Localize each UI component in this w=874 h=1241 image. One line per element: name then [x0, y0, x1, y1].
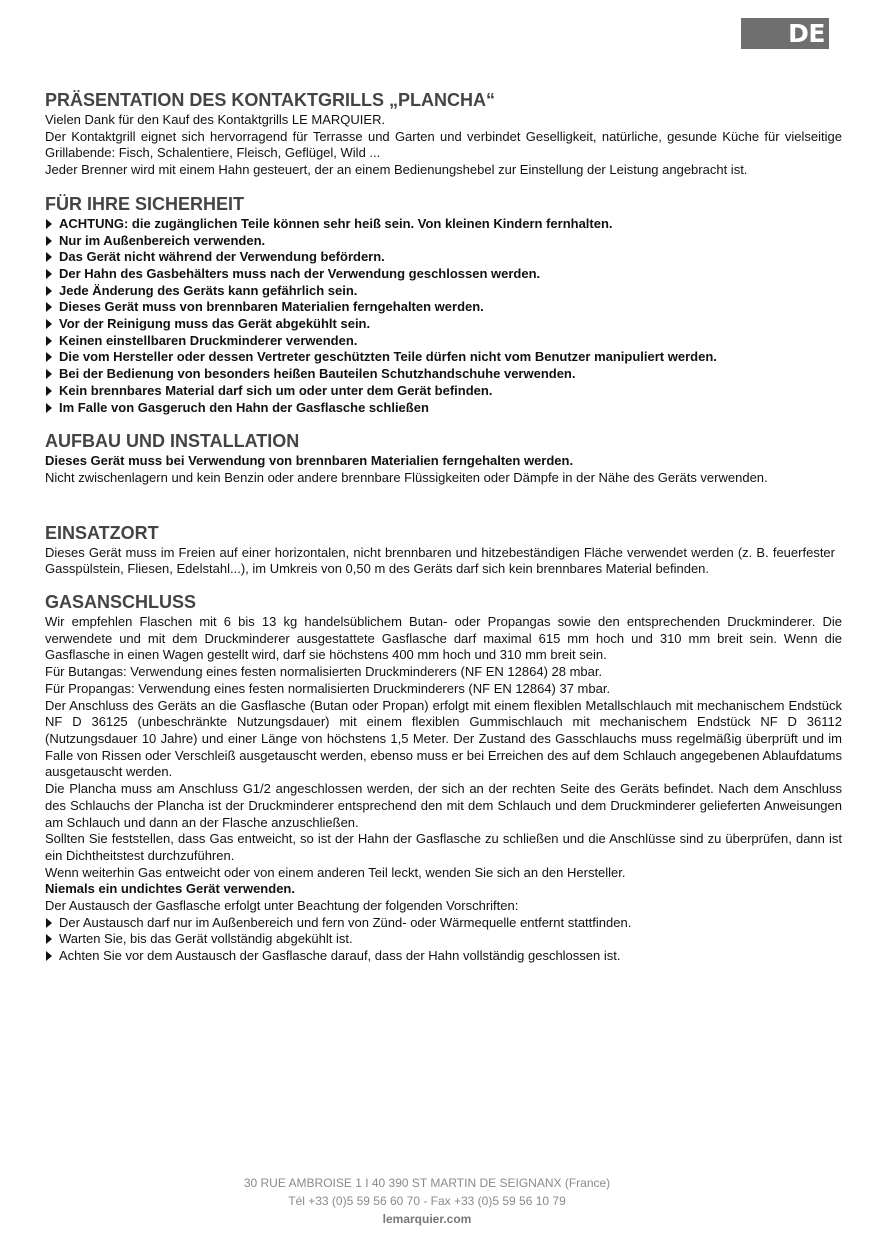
list-item: Die vom Hersteller oder dessen Vertreter geschützten Teile dürfen nicht vom Benutzer manipuliert werden.: [45, 349, 842, 366]
list-item: Warten Sie, bis das Gerät vollständig abgekühlt ist.: [45, 931, 842, 948]
safety-list: [45, 216, 842, 416]
list-item: Vor der Reinigung muss das Gerät abgekühlt sein.: [45, 316, 842, 333]
section-title: GASANSCHLUSS: [45, 592, 197, 613]
paragraph: Für Butangas: Verwendung eines festen normalisierten Druckminderers (NF EN 12864) 28 mbar.: [45, 664, 603, 680]
paragraph: Wir empfehlen Flaschen mit 6 bis 13 kg handelsüblichem Butan- oder Propangas sowie den entsprechenden Druckminderer. Die verwendete und mit dem Druckminderer ausgestattete Gasflasche darf maximal 615 mm hoch und 310 mm breit sein. Wenn die Gasflasche in einen Wagen gestellt wird, darf sie höchstens 400 mm hoch und 310 mm breit sein.: [45, 614, 842, 663]
list-item: Dieses Gerät muss von brennbaren Materialien ferngehalten werden.: [45, 299, 842, 316]
section-safety: [45, 192, 842, 416]
list-item: Nur im Außenbereich verwenden.: [45, 233, 842, 250]
paragraph: Nicht zwischenlagern und kein Benzin oder andere brennbare Flüssigkeiten oder Dämpfe in der Nähe des Geräts verwenden.: [45, 469, 768, 485]
paragraph: Der Kontaktgrill eignet sich hervorragend für Terrasse und Garten und verbindet Geselligkeit, natürliche, gesunde Küche für vielseitige Grillabende: Fisch, Schalentiere, Fleisch, Geflügel, Wild ...: [45, 128, 842, 161]
bullet-arrow-icon: [46, 918, 52, 928]
paragraph: Der Austausch der Gasflasche erfolgt unter Beachtung der folgenden Vorschriften:: [45, 898, 519, 914]
paragraph: Sollten Sie feststellen, dass Gas entweicht, so ist der Hahn der Gasflasche zu schließen und die Anschlüsse sind zu überprüfen, dann ist ein Dichtheitstest durchzuführen.: [45, 831, 842, 863]
section-title: AUFBAU UND INSTALLATION: [45, 431, 300, 452]
document-body: [45, 88, 842, 975]
paragraph-bold: Niemals ein undichtes Gerät verwenden.: [45, 881, 295, 897]
list-item: Jede Änderung des Geräts kann gefährlich sein.: [45, 283, 842, 300]
footer-website: lemarquier.com: [382, 1212, 472, 1226]
list-item: Bei der Bedienung von besonders heißen Bauteilen Schutzhandschuhe verwenden.: [45, 366, 842, 383]
section-location: [45, 521, 842, 578]
bullet-arrow-icon: [46, 286, 52, 296]
list-item: Das Gerät nicht während der Verwendung befördern.: [45, 249, 842, 266]
footer-address: 30 RUE AMBROISE 1 I 40 390 ST MARTIN DE SEIGNANX (France): [243, 1176, 611, 1190]
replacement-list: [45, 915, 842, 965]
paragraph: Vielen Dank für den Kauf des Kontaktgrills LE MARQUIER.: [45, 112, 386, 127]
paragraph: Für Propangas: Verwendung eines festen normalisierten Druckminderers (NF EN 12864) 37 mbar.: [45, 680, 611, 696]
bullet-arrow-icon: [46, 352, 52, 362]
bullet-arrow-icon: [46, 386, 52, 396]
list-item: Der Hahn des Gasbehälters muss nach der Verwendung geschlossen werden.: [45, 266, 842, 283]
bullet-arrow-icon: [46, 252, 52, 262]
section-title: EINSATZORT: [45, 522, 159, 543]
footer-phone: Tél +33 (0)5 59 56 60 70 - Fax +33 (0)5 59 56 10 79: [288, 1194, 566, 1208]
section-title: FÜR IHRE SICHERHEIT: [45, 193, 245, 214]
bullet-arrow-icon: [46, 369, 52, 379]
bullet-arrow-icon: [46, 236, 52, 246]
paragraph: Die Plancha muss am Anschluss G1/2 angeschlossen werden, der sich an der rechten Seite des Geräts befindet. Nach dem Anschluss des Schlauchs der Plancha ist der Druckminderer entsprechend den mit dem Schlauch und dem Druckminderer gelieferten Anweisungen am Schlauch und dann an der Flasche anzuschließen.: [45, 781, 842, 830]
list-item: Achten Sie vor dem Austausch der Gasflasche darauf, dass der Hahn vollständig geschlossen ist.: [45, 948, 842, 965]
section-gas-connection: [45, 590, 842, 965]
bullet-arrow-icon: [46, 269, 52, 279]
list-item: Keinen einstellbaren Druckminderer verwenden.: [45, 333, 842, 350]
paragraph: Wenn weiterhin Gas entweicht oder von einem anderen Teil leckt, wenden Sie sich an den Hersteller.: [45, 864, 626, 880]
paragraph: Der Anschluss des Geräts an die Gasflasche (Butan oder Propan) erfolgt mit einem flexiblen Metallschlauch mit mechanischem Endstück NF D 36125 (unbeschränkte Nutzungsdauer) mit einem flexiblen Gummischlauch mit mechanischem Endstück NF D 36112 (Nutzungsdauer 10 Jahre) und einer Länge von höchstens 1,5 Meter. Der Zustand des Gasschlauchs muss regelmäßig überprüft und im Falle von Rissen oder Verschleiß ausgetauscht werden, ebenso muss er bei Erreichen des auf dem Schlauch angegebenen Ablaufdatums ausgetauscht werden.: [45, 697, 842, 780]
list-item: Im Falle von Gasgeruch den Hahn der Gasflasche schließen: [45, 400, 842, 417]
page-footer: [0, 1174, 854, 1228]
paragraph-bold: Dieses Gerät muss bei Verwendung von brennbaren Materialien ferngehalten werden.: [45, 453, 574, 469]
bullet-arrow-icon: [46, 219, 52, 229]
bullet-arrow-icon: [46, 302, 52, 312]
bullet-arrow-icon: [46, 934, 52, 944]
section-title: PRÄSENTATION DES KONTAKTGRILLS „PLANCHA“: [45, 90, 495, 110]
language-badge: DE: [741, 18, 829, 49]
list-item: Kein brennbares Material darf sich um oder unter dem Gerät befinden.: [45, 383, 842, 400]
bullet-arrow-icon: [46, 951, 52, 961]
section-presentation: [45, 88, 842, 179]
bullet-arrow-icon: [46, 403, 52, 413]
section-setup: [45, 429, 842, 486]
list-item: Der Austausch darf nur im Außenbereich und fern von Zünd- oder Wärmequelle entfernt stattfinden.: [45, 915, 842, 932]
paragraph: Dieses Gerät muss im Freien auf einer horizontalen, nicht brennbaren und hitzebeständigen Fläche verwendet werden (z. B. feuerfester Gasspülstein, Fliesen, Edelstahl...), im Umkreis von 0,50 m des Geräts darf sich kein brennbares Material befinden.: [45, 544, 835, 577]
paragraph: Jeder Brenner wird mit einem Hahn gesteuert, der an einem Bedienungshebel zur Einstellung der Leistung angebracht ist.: [45, 162, 748, 178]
list-item: ACHTUNG: die zugänglichen Teile können sehr heiß sein. Von kleinen Kindern fernhalten.: [45, 216, 842, 233]
bullet-arrow-icon: [46, 319, 52, 329]
bullet-arrow-icon: [46, 336, 52, 346]
